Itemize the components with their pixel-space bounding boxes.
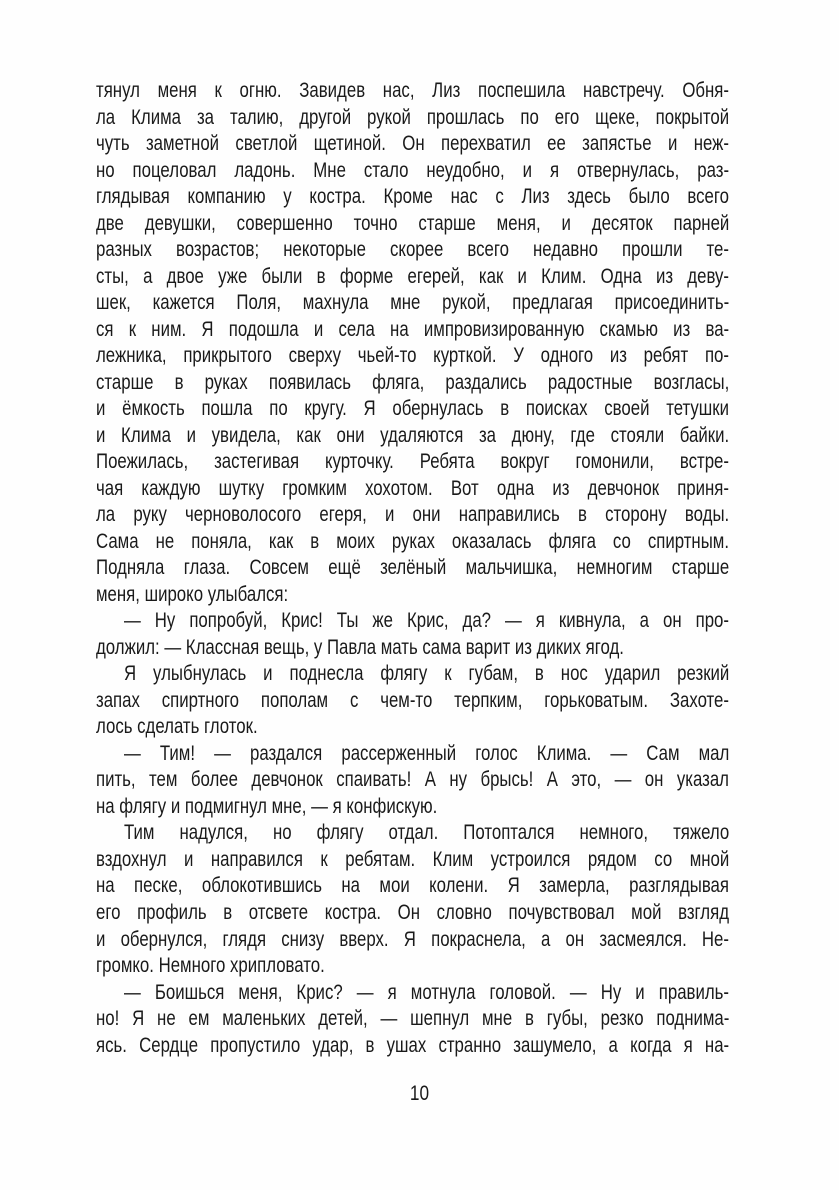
text-line: [96, 343, 729, 370]
text-line: [96, 502, 729, 529]
paragraph-first-line: [96, 741, 729, 768]
page-number: 10: [409, 1082, 430, 1105]
text-line-content: тянул меня к огню. Завидев нас, Лиз поспешила навстречу. Обня-: [96, 79, 729, 102]
text-line: [96, 873, 729, 900]
text-line-content: — Боишься меня, Крис? — я мотнула головой. — Ну и правиль-: [124, 980, 729, 1004]
text-line-content: запах спиртного пополам с чем-то терпким, горьковатым. Захоте-: [96, 688, 729, 712]
text-line-content: меня, широко улыбался:: [96, 582, 289, 606]
paragraph-first-line: [96, 980, 729, 1007]
text-line-content: две девушки, совершенно точно старше меня, и десяток парней: [96, 211, 730, 235]
body-text: [96, 78, 729, 1059]
text-line-content: ясь. Сердце пропустило удар, в ушах странно зашумело, а когда я на-: [96, 1033, 730, 1057]
text-line-content: лось сделать глоток.: [96, 715, 258, 739]
text-line-content: глядывая компанию у костра. Кроме нас с Лиз здесь было всего: [96, 185, 730, 209]
text-line-content: Поежилась, застегивая курточку. Ребята вокруг гомонили, встре-: [96, 450, 729, 474]
text-line: [96, 688, 729, 715]
text-line: [96, 105, 729, 132]
text-line: [96, 953, 729, 980]
text-line-content: старше в руках появилась фляга, раздались радостные возгласы,: [96, 370, 730, 394]
text-line-content: Подняла глаза. Совсем ещё зелёный мальчишка, немногим старше: [96, 556, 730, 580]
text-line-content: сты, а двое уже были в форме егерей, как и Клим. Одна из деву-: [96, 264, 729, 288]
text-line: [96, 211, 729, 238]
text-line: [96, 370, 729, 397]
text-line-content: на флягу и подмигнул мне, — я конфискую.: [96, 794, 438, 818]
text-line: [96, 290, 729, 317]
text-line-content: Тим надулся, но флягу отдал. Потоптался немного, тяжело: [124, 821, 730, 845]
paragraph-first-line: [96, 820, 729, 847]
text-line-content: громко. Немного хрипловато.: [96, 954, 325, 978]
text-line-content: ла Клима за талию, другой рукой прошлась по его щеке, покрытой: [96, 105, 730, 129]
text-line-content: Сама не поняла, как в моих руках оказалась фляга со спиртным.: [96, 529, 729, 553]
text-line: [96, 847, 729, 874]
text-line-content: ся к ним. Я подошла и села на импровизированную скамью из ва-: [96, 317, 730, 341]
text-line: [96, 78, 729, 105]
text-line-content: чуть заметной светлой щетиной. Он перехватил ее запястье и неж-: [96, 132, 729, 156]
text-line-content: но! Я не ем маленьких детей, — шепнул мне в губы, резко поднима-: [96, 1007, 730, 1031]
text-line-content: пить, тем более девчонок спаивать! А ну брысь! А это, — он указал: [96, 768, 729, 792]
text-line: [96, 423, 729, 450]
paragraph-first-line: [96, 608, 729, 635]
text-line: [96, 396, 729, 423]
text-line: [96, 900, 729, 927]
text-line-content: и ёмкость пошла по кругу. Я обернулась в поисках своей тетушки: [96, 397, 729, 421]
text-line-content: шек, кажется Поля, махнула мне рукой, предлагая присоединить-: [96, 291, 730, 315]
text-line-content: разных возрастов; некоторые скорее всего недавно прошли те-: [96, 238, 729, 262]
text-line: [96, 714, 729, 741]
text-line-content: вздохнул и направился к ребятам. Клим устроился рядом со мной: [96, 847, 730, 871]
text-line: [96, 1006, 729, 1033]
text-line-content: лежника, прикрытого сверху чьей-то курткой. У одного из ребят по-: [96, 344, 729, 368]
text-line-content: ла руку черноволосого егеря, и они направились в сторону воды.: [96, 503, 730, 527]
text-line-content: и обернулся, глядя снизу вверх. Я покраснела, а он засмеялся. Не-: [96, 927, 729, 951]
text-line: [96, 476, 729, 503]
text-line: [96, 794, 729, 821]
paragraph-first-line: [96, 661, 729, 688]
text-line: [96, 767, 729, 794]
text-line: [96, 529, 729, 556]
text-line-content: должил: — Классная вещь, у Павла мать сама варит из диких ягод.: [96, 635, 624, 659]
text-line: [96, 635, 729, 662]
text-line-content: — Ну попробуй, Крис! Ты же Крис, да? — я кивнула, а он про-: [124, 609, 729, 633]
text-line-content: Я улыбнулась и поднесла флягу к губам, в нос ударил резкий: [124, 662, 730, 686]
text-line: [96, 184, 729, 211]
text-line: [96, 131, 729, 158]
text-line: [96, 264, 729, 291]
text-line: [96, 1033, 729, 1060]
text-line: [96, 555, 729, 582]
text-line: [96, 582, 729, 609]
text-line-content: чая каждую шутку громким хохотом. Вот одна из девчонок приня-: [96, 476, 729, 500]
text-line: [96, 317, 729, 344]
text-line: [96, 158, 729, 185]
text-line: [96, 927, 729, 954]
text-line: [96, 237, 729, 264]
text-line-content: но поцеловал ладонь. Мне стало неудобно, и я отвернулась, раз-: [96, 158, 730, 182]
text-line: [96, 449, 729, 476]
text-line-content: — Тим! — раздался рассерженный голос Клима. — Сам мал: [124, 741, 730, 765]
text-line-content: на песке, облокотившись на мои колени. Я замерла, разглядывая: [96, 874, 729, 898]
text-line-content: и Клима и увидела, как они удаляются за дюну, где стояли байки.: [96, 423, 730, 447]
text-line-content: его профиль в отсвете костра. Он словно почувствовал мой взгляд: [96, 900, 729, 924]
